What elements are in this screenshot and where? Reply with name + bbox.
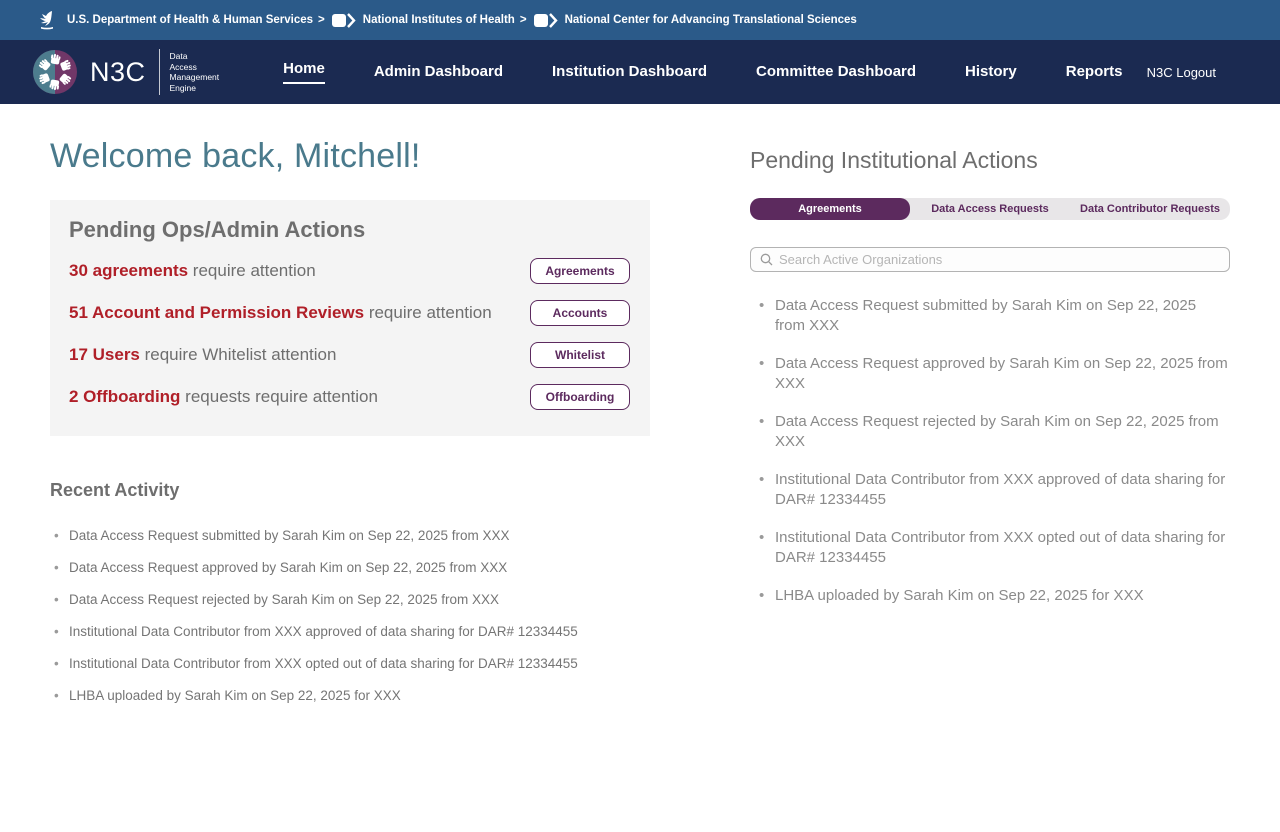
nav-link-history[interactable]: History (965, 62, 1017, 80)
ops-count-highlight: 17 Users (69, 345, 140, 364)
left-column (50, 104, 650, 721)
breadcrumb-nih[interactable]: National Institutes of Health (362, 14, 515, 26)
ops-row-whitelist (69, 341, 630, 369)
agreements-button[interactable]: Agreements (530, 258, 630, 284)
ops-row-rest: require attention (364, 303, 492, 322)
ops-row-offboarding (69, 383, 630, 411)
nav-link-institution-dashboard[interactable]: Institution Dashboard (552, 62, 708, 80)
institutional-action-item: • Institutional Data Contributor from XXX opted out of data sharing for DAR# 12334455 (750, 528, 1230, 567)
recent-activity-item: • Data Access Request rejected by Sarah Kim on Sep 22, 2025 from XXX (50, 593, 650, 607)
recent-activity-item: • Data Access Request approved by Sarah Kim on Sep 22, 2025 from XXX (50, 561, 650, 575)
recent-activity-item: • Institutional Data Contributor from XXX approved of data sharing for DAR# 12334455 (50, 625, 650, 639)
nih-logo-icon (332, 13, 356, 28)
gov-banner (0, 0, 1280, 40)
ncats-logo-icon (534, 13, 558, 28)
nav-link-admin-dashboard[interactable]: Admin Dashboard (373, 62, 504, 80)
breadcrumb-separator: > (519, 14, 527, 26)
brand-subtitle (170, 51, 220, 93)
right-column (750, 104, 1230, 721)
tab-data-access-requests[interactable]: Data Access Requests (910, 198, 1070, 220)
ops-count-highlight: 30 agreements (69, 261, 189, 280)
recent-activity-item: • Data Access Request submitted by Sarah Kim on Sep 22, 2025 from XXX (50, 529, 650, 543)
ops-row-text (69, 345, 336, 365)
pending-ops-title: Pending Ops/Admin Actions (69, 217, 366, 242)
search-icon (760, 253, 773, 266)
hhs-eagle-icon (36, 9, 58, 31)
pending-ops-panel (50, 200, 650, 436)
breadcrumb-hhs[interactable]: U.S. Department of Health & Human Services (67, 14, 314, 26)
brand-name: N3C (90, 56, 146, 87)
institutional-tabs (750, 198, 1230, 220)
institutional-action-item: • Data Access Request approved by Sarah Kim on Sep 22, 2025 from XXX (750, 354, 1230, 393)
search-input[interactable] (779, 252, 1220, 267)
offboarding-button[interactable]: Offboarding (530, 384, 630, 410)
brand-divider (159, 49, 160, 95)
ops-row-rest: require attention (188, 261, 316, 280)
ops-row-accounts (69, 299, 630, 327)
ops-row-rest: requests require attention (180, 387, 378, 406)
recent-activity-item: • LHBA uploaded by Sarah Kim on Sep 22, 2025 for XXX (50, 689, 650, 703)
recent-activity-item: • Institutional Data Contributor from XXX opted out of data sharing for DAR# 12334455 (50, 657, 650, 671)
nav-links (283, 60, 1122, 84)
ops-row-agreements (69, 257, 630, 285)
institutional-action-item: • Data Access Request rejected by Sarah Kim on Sep 22, 2025 from XXX (750, 412, 1230, 451)
logout-button[interactable]: N3C Logout (1146, 64, 1216, 80)
pending-institutional-title: Pending Institutional Actions (750, 147, 1038, 173)
navbar (0, 40, 1280, 104)
n3c-logo-icon (32, 49, 78, 95)
ops-row-text (69, 261, 316, 281)
ops-row-text (69, 387, 378, 407)
main-content (0, 104, 1280, 721)
institutional-actions-list (750, 296, 1230, 606)
search-box (750, 247, 1230, 272)
nav-link-reports[interactable]: Reports (1065, 62, 1123, 80)
ops-row-text (69, 303, 492, 323)
tab-agreements[interactable]: Agreements (750, 198, 910, 220)
brand-subtitle-line: Data (169, 51, 188, 61)
breadcrumb-ncats[interactable]: National Center for Advancing Translational Sciences (564, 14, 857, 26)
recent-activity-title: Recent Activity (50, 480, 180, 500)
recent-activity-list (50, 529, 650, 703)
ops-count-highlight: 51 Account and Permission Reviews (69, 303, 365, 322)
brand-subtitle-line: Management (169, 72, 220, 82)
whitelist-button[interactable]: Whitelist (530, 342, 630, 368)
institutional-action-item: • Data Access Request submitted by Sarah Kim on Sep 22, 2025 from XXX (750, 296, 1230, 335)
ops-row-rest: require Whitelist attention (139, 345, 337, 364)
breadcrumb-separator: > (318, 14, 325, 26)
accounts-button[interactable]: Accounts (530, 300, 630, 326)
nav-link-committee-dashboard[interactable]: Committee Dashboard (756, 62, 917, 80)
institutional-action-item: • LHBA uploaded by Sarah Kim on Sep 22, 2025 for XXX (750, 586, 1230, 606)
welcome-heading: Welcome back, Mitchell! (50, 137, 421, 175)
ops-count-highlight: 2 Offboarding (69, 387, 181, 406)
brand-subtitle-line: Engine (169, 82, 196, 93)
tab-data-contributor-requests[interactable]: Data Contributor Requests (1070, 198, 1230, 220)
institutional-action-item: • Institutional Data Contributor from XXX approved of data sharing for DAR# 12334455 (750, 470, 1230, 509)
brand-subtitle-line: Access (169, 61, 197, 72)
nav-link-home[interactable]: Home (283, 60, 325, 84)
